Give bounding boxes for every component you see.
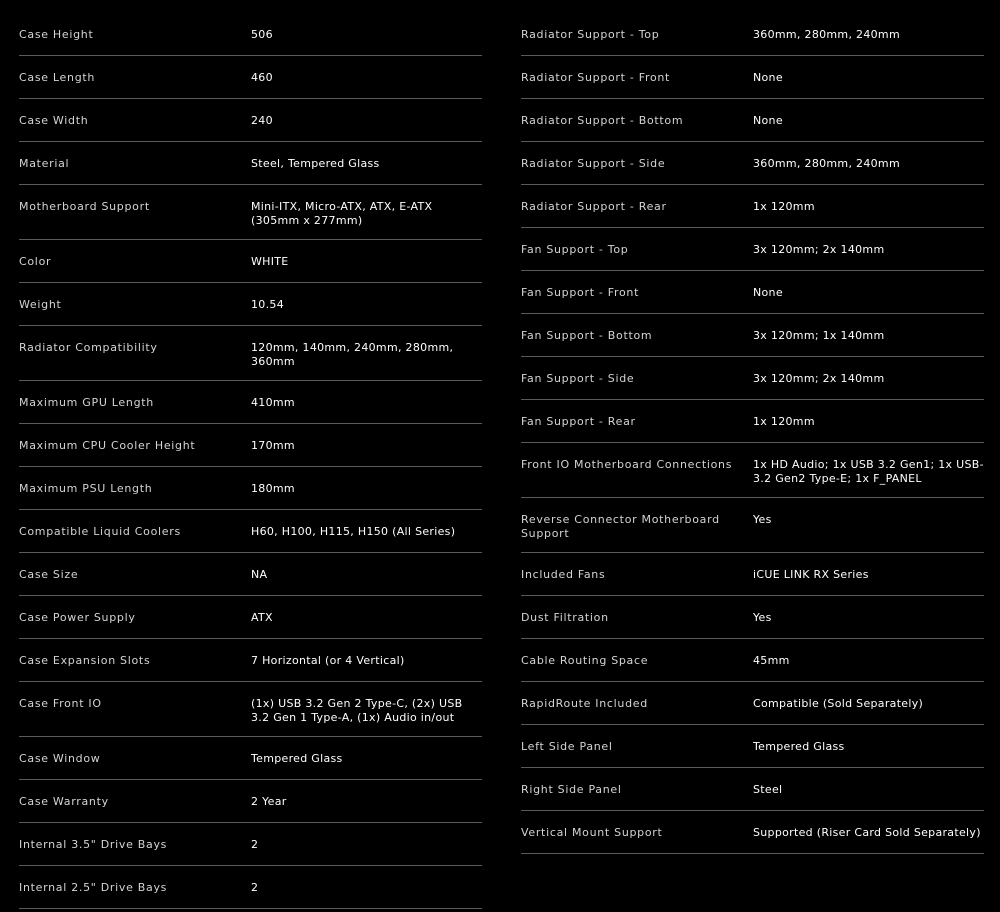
spec-row — [19, 780, 482, 823]
spec-value: 10.54 — [251, 298, 284, 311]
spec-value: 240 — [251, 114, 273, 127]
spec-row — [19, 326, 482, 381]
spec-label: Motherboard Support — [19, 200, 150, 213]
spec-row — [521, 56, 984, 99]
spec-value: 460 — [251, 71, 273, 84]
spec-value: (1x) USB 3.2 Gen 2 Type-C, (2x) USB 3.2 Gen 1 Type-A, (1x) Audio in/out — [251, 697, 463, 724]
spec-label: Material — [19, 157, 70, 170]
spec-label: Radiator Support - Rear — [521, 200, 667, 213]
spec-value: 2 Year — [251, 795, 287, 808]
spec-row — [521, 314, 984, 357]
spec-label: Maximum GPU Length — [19, 396, 154, 409]
spec-value: Tempered Glass — [753, 740, 845, 753]
spec-row — [521, 357, 984, 400]
spec-value: 3x 120mm; 2x 140mm — [753, 243, 885, 256]
spec-value: Supported (Riser Card Sold Separately) — [753, 826, 981, 839]
spec-label: Case Power Supply — [19, 611, 136, 624]
spec-label: Compatible Liquid Coolers — [19, 525, 181, 538]
spec-row — [521, 596, 984, 639]
spec-row — [521, 271, 984, 314]
spec-column-right — [521, 13, 984, 854]
spec-value: ATX — [251, 611, 273, 624]
spec-label: Case Length — [19, 71, 96, 84]
spec-row — [521, 142, 984, 185]
spec-value: Steel, Tempered Glass — [251, 157, 380, 170]
spec-label: Fan Support - Front — [521, 286, 640, 299]
spec-value: 2 — [251, 881, 259, 894]
spec-row — [19, 99, 482, 142]
spec-row — [19, 823, 482, 866]
spec-value: Mini-ITX, Micro-ATX, ATX, E-ATX (305mm x 277mm) — [251, 200, 433, 227]
spec-value: H60, H100, H115, H150 (All Series) — [251, 525, 456, 538]
spec-value: None — [753, 286, 783, 299]
spec-label: Vertical Mount Support — [521, 826, 663, 839]
spec-value: 3x 120mm; 2x 140mm — [753, 372, 885, 385]
spec-row — [521, 400, 984, 443]
spec-row — [521, 639, 984, 682]
spec-label: Internal 3.5" Drive Bays — [19, 838, 168, 851]
spec-row — [521, 811, 984, 854]
spec-value: 360mm, 280mm, 240mm — [753, 28, 900, 41]
spec-label: Case Size — [19, 568, 79, 581]
spec-row — [521, 682, 984, 725]
spec-label: Dust Filtration — [521, 611, 609, 624]
spec-label: Case Front IO — [19, 697, 102, 710]
spec-label: Case Warranty — [19, 795, 109, 808]
spec-row — [521, 13, 984, 56]
spec-row — [19, 185, 482, 240]
spec-row — [521, 185, 984, 228]
spec-label: Maximum PSU Length — [19, 482, 153, 495]
spec-row — [19, 240, 482, 283]
spec-label: Fan Support - Top — [521, 243, 629, 256]
spec-label: Weight — [19, 298, 62, 311]
spec-value: None — [753, 114, 783, 127]
spec-label: Maximum CPU Cooler Height — [19, 439, 196, 452]
spec-value: 180mm — [251, 482, 295, 495]
spec-label: Radiator Support - Bottom — [521, 114, 684, 127]
spec-row — [19, 737, 482, 780]
spec-value: 1x 120mm — [753, 200, 815, 213]
spec-value: None — [753, 71, 783, 84]
spec-value: 1x 120mm — [753, 415, 815, 428]
spec-row — [19, 553, 482, 596]
spec-row — [19, 13, 482, 56]
spec-label: Color — [19, 255, 52, 268]
spec-value: Steel — [753, 783, 783, 796]
spec-label: Reverse Connector Motherboard Support — [521, 513, 720, 540]
spec-label: Radiator Compatibility — [19, 341, 158, 354]
spec-value: 7 Horizontal (or 4 Vertical) — [251, 654, 405, 667]
spec-value: 360mm, 280mm, 240mm — [753, 157, 900, 170]
spec-row — [521, 768, 984, 811]
spec-label: Case Expansion Slots — [19, 654, 151, 667]
spec-row — [521, 725, 984, 768]
spec-value: 506 — [251, 28, 273, 41]
spec-label: RapidRoute Included — [521, 697, 648, 710]
spec-column-left — [19, 13, 482, 909]
spec-value: WHITE — [251, 255, 289, 268]
spec-label: Case Width — [19, 114, 89, 127]
spec-value: NA — [251, 568, 268, 581]
spec-row — [521, 99, 984, 142]
spec-row — [19, 283, 482, 326]
spec-label: Case Height — [19, 28, 94, 41]
spec-value: 410mm — [251, 396, 295, 409]
spec-value: Yes — [753, 611, 772, 624]
spec-value: 45mm — [753, 654, 790, 667]
spec-label: Left Side Panel — [521, 740, 613, 753]
spec-row — [521, 553, 984, 596]
spec-label: Radiator Support - Front — [521, 71, 671, 84]
spec-value: Yes — [753, 513, 772, 526]
spec-value: 2 — [251, 838, 259, 851]
spec-row — [19, 639, 482, 682]
spec-row — [19, 424, 482, 467]
spec-row — [19, 682, 482, 737]
spec-value: 3x 120mm; 1x 140mm — [753, 329, 885, 342]
spec-row — [19, 381, 482, 424]
spec-row — [521, 228, 984, 271]
spec-label: Included Fans — [521, 568, 606, 581]
spec-label: Case Window — [19, 752, 101, 765]
spec-label: Right Side Panel — [521, 783, 622, 796]
spec-label: Radiator Support - Top — [521, 28, 660, 41]
spec-value: 120mm, 140mm, 240mm, 280mm, 360mm — [251, 341, 454, 368]
spec-row — [521, 443, 984, 498]
spec-label: Fan Support - Side — [521, 372, 635, 385]
spec-row — [19, 56, 482, 99]
spec-row — [521, 498, 984, 553]
spec-label: Fan Support - Rear — [521, 415, 636, 428]
spec-value: iCUE LINK RX Series — [753, 568, 869, 581]
spec-row — [19, 596, 482, 639]
spec-label: Cable Routing Space — [521, 654, 649, 667]
spec-value: 170mm — [251, 439, 295, 452]
spec-row — [19, 142, 482, 185]
spec-row — [19, 510, 482, 553]
spec-row — [19, 866, 482, 909]
spec-value: 1x HD Audio; 1x USB 3.2 Gen1; 1x USB-3.2 Gen2 Type-E; 1x F_PANEL — [753, 458, 984, 485]
spec-label: Internal 2.5" Drive Bays — [19, 881, 168, 894]
spec-label: Front IO Motherboard Connections — [521, 458, 733, 471]
spec-row — [19, 467, 482, 510]
spec-label: Fan Support - Bottom — [521, 329, 653, 342]
spec-value: Compatible (Sold Separately) — [753, 697, 924, 710]
spec-label: Radiator Support - Side — [521, 157, 666, 170]
spec-value: Tempered Glass — [251, 752, 343, 765]
